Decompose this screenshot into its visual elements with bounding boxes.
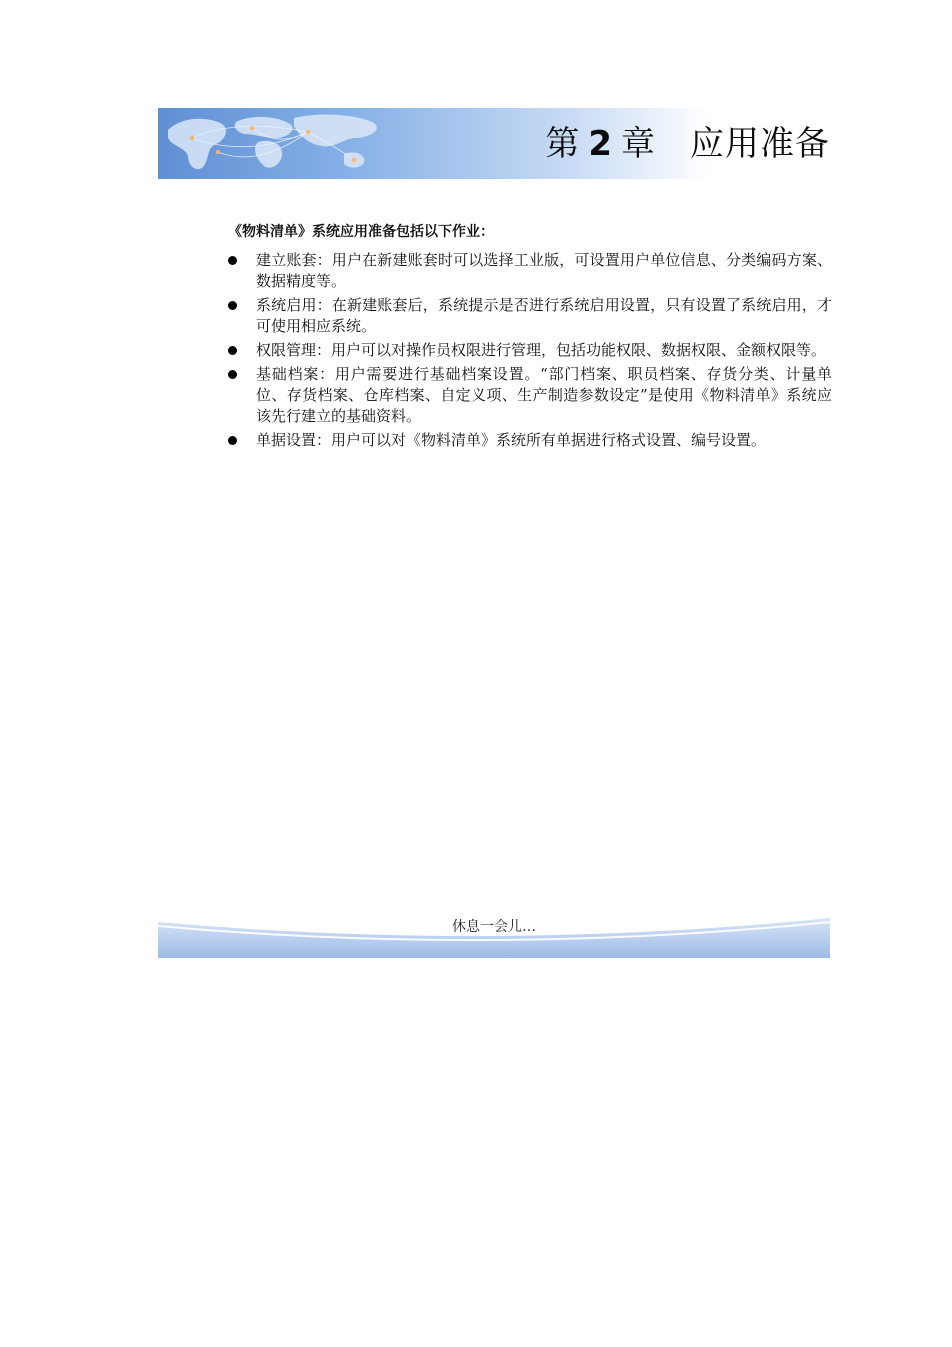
list-item xyxy=(228,364,832,427)
list-item-text: 建立账套：用户在新建账套时可以选择工业版，可设置用户单位信息、分类编码方案、数据精度等。 xyxy=(256,251,832,290)
footer-text: 休息一会儿… xyxy=(452,919,536,935)
list-item-text: 基础档案：用户需要进行基础档案设置。“部门档案、职员档案、存货分类、计量单位、存货档案、仓库档案、自定义项、生产制造参数设定”是使用《物料清单》系统应该先行建立的基础资料。 xyxy=(256,365,832,425)
list-item-text: 系统启用：在新建账套后，系统提示是否进行系统启用设置，只有设置了系统启用，才可使用相应系统。 xyxy=(256,296,832,335)
bullet-dot-icon xyxy=(228,436,237,445)
bullet-dot-icon xyxy=(228,346,237,355)
bullet-dot-icon xyxy=(228,301,237,310)
chapter-number: 2 xyxy=(588,124,613,164)
list-item-text: 单据设置：用户可以对《物料清单》系统所有单据进行格式设置、编号设置。 xyxy=(256,431,767,449)
chapter-prefix: 第 xyxy=(545,124,581,164)
chapter-label: 应用准备 xyxy=(690,124,830,164)
footer-band xyxy=(158,912,830,958)
chapter-suffix: 章 xyxy=(621,124,656,164)
intro-heading: 《物料清单》系统应用准备包括以下作业： xyxy=(228,224,494,240)
list-item xyxy=(228,340,832,361)
world-map-graphic xyxy=(158,108,498,179)
list-item-text: 权限管理：用户可以对操作员权限进行管理，包括功能权限、数据权限、金额权限等。 xyxy=(256,341,827,359)
bullet-dot-icon xyxy=(228,370,237,379)
bullet-list xyxy=(228,250,832,451)
chapter-header-banner xyxy=(158,108,830,179)
list-item xyxy=(228,430,832,451)
list-item xyxy=(228,295,832,337)
chapter-title xyxy=(545,124,830,164)
bullet-dot-icon xyxy=(228,256,237,265)
list-item xyxy=(228,250,832,292)
chapter-content xyxy=(228,222,832,454)
